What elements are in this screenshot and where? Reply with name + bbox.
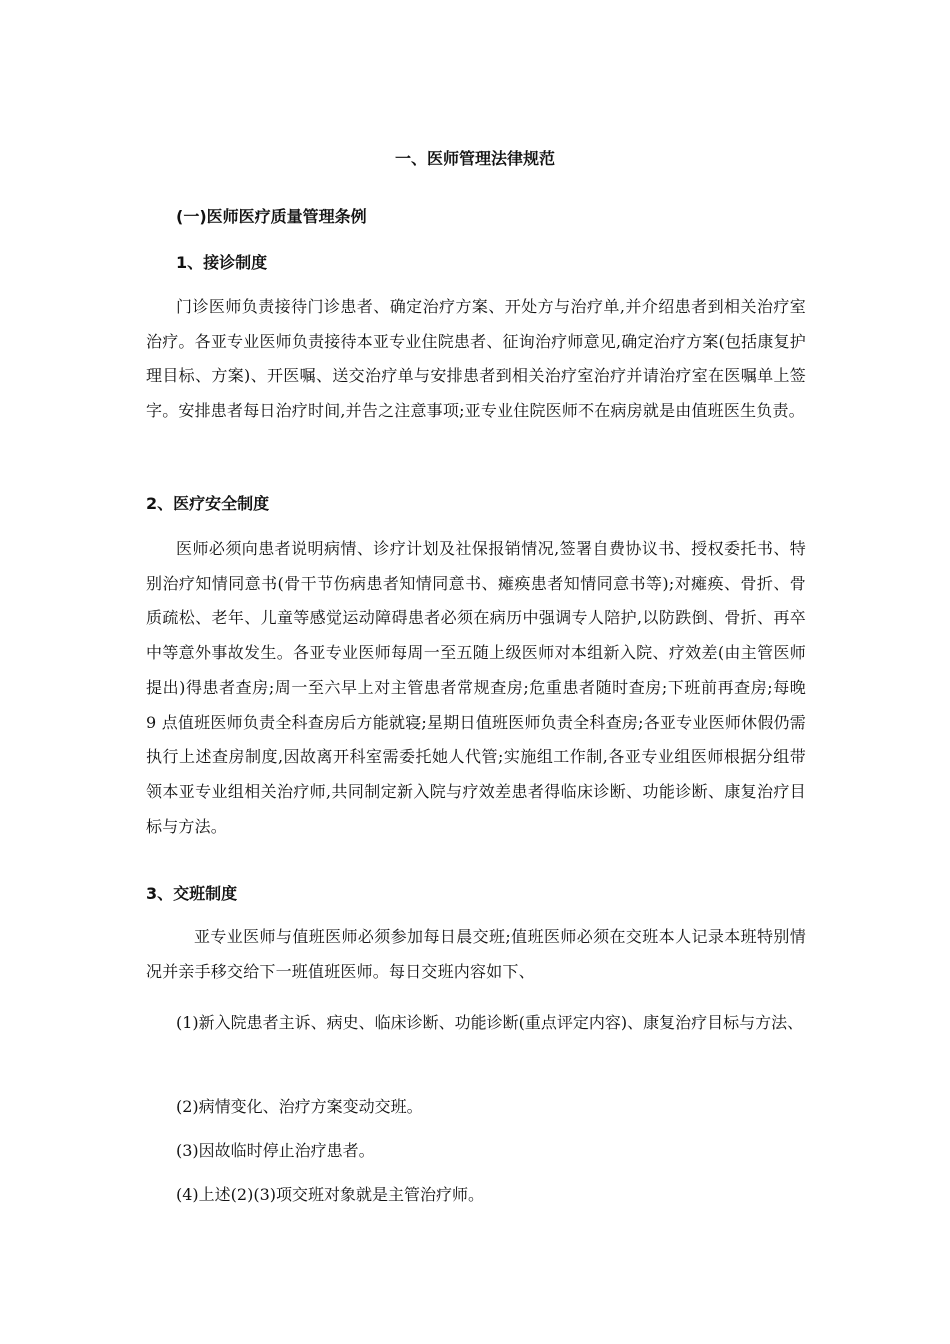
paragraph-handover: 亚专业医师与值班医师必须参加每日晨交班;值班医师必须在交班本人记录本班特别情况并亲手移交给下一班值班医师。每日交班内容如下、 bbox=[146, 927, 806, 981]
subsection-heading-2: 2、医疗安全制度 bbox=[146, 494, 270, 513]
section-heading: (一)医师医疗质量管理条例 bbox=[176, 207, 367, 226]
list-item: (1)新入院患者主诉、病史、临床诊断、功能诊断(重点评定内容)、康复治疗目标与方法、 bbox=[176, 1013, 804, 1032]
list-item: (3)因故临时停止治疗患者。 bbox=[176, 1141, 375, 1160]
list-item: (4)上述(2)(3)项交班对象就是主管治疗师。 bbox=[176, 1185, 484, 1204]
subsection-heading-3: 3、交班制度 bbox=[146, 884, 238, 903]
page-title: 一、医师管理法律规范 bbox=[394, 149, 555, 168]
paragraph-safety: 医师必须向患者说明病情、诊疗计划及社保报销情况,签署自费协议书、授权委托书、特别治疗知情同意书(骨干节伤病患者知情同意书、瘫痪患者知情同意书等);对瘫痪、骨折、骨质疏松、老年、儿童等感觉运动障碍患者必须在病历中强调专人陪护,以防跌倒、骨折、再卒中等意外事故发生。各亚专业医师每周一至五随上级医师对本组新入院、疗效差(由主管医师提出)得患者查房;周一至六早上对主管患者常规查房;危重患者随时查房;下班前再查房;每晚 9 点值班医师负责全科查房后方能就寝;星期日值班医师负责全科查房;各亚专业医师休假仍需执行上述查房制度,因故离开科室需委托她人代管;实施组工作制,各亚专业组医师根据分组带领本亚专业组相关治疗师,共同制定新入院与疗效差患者得临床诊断、功能诊断、康复治疗目标与方法。 bbox=[146, 539, 806, 836]
list-item: (2)病情变化、治疗方案变动交班。 bbox=[176, 1097, 423, 1116]
subsection-heading-1: 1、接诊制度 bbox=[176, 253, 268, 272]
paragraph-reception: 门诊医师负责接待门诊患者、确定治疗方案、开处方与治疗单,并介绍患者到相关治疗室治疗。各亚专业医师负责接待本亚专业住院患者、征询治疗师意见,确定治疗方案(包括康复护理目标、方案)、开医嘱、送交治疗单与安排患者到相关治疗室治疗并请治疗室在医嘱单上签字。安排患者每日治疗时间,并告之注意事项;亚专业住院医师不在病房就是由值班医生负责。 bbox=[146, 297, 806, 421]
